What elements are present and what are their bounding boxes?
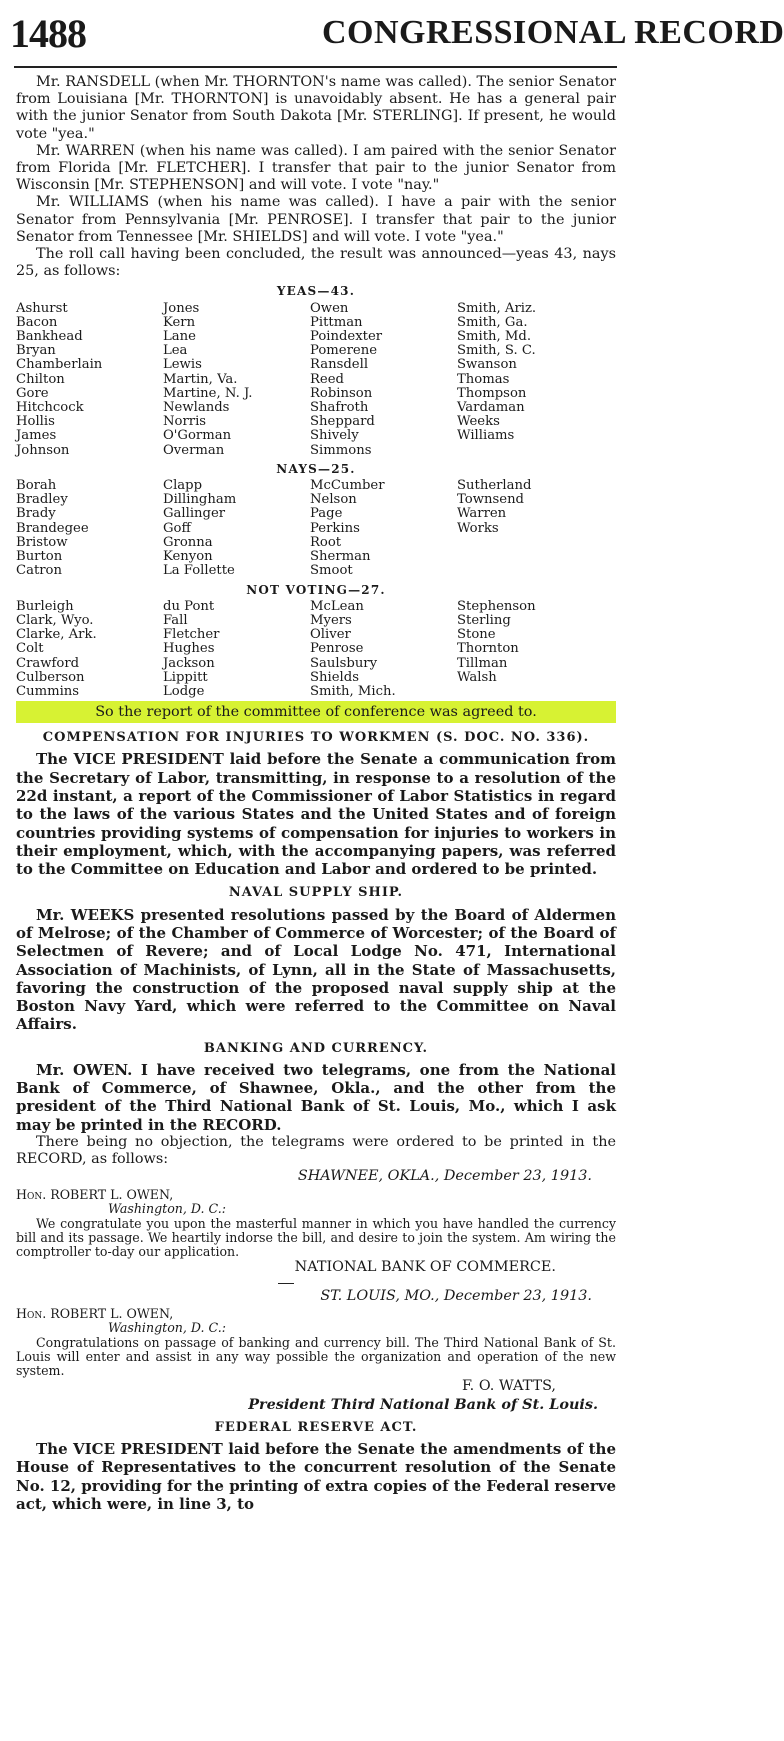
senator-name: Gallinger xyxy=(163,506,226,522)
senator-name: Root xyxy=(310,534,342,550)
senator-name: Brandegee xyxy=(16,520,89,536)
no-objection-text: There being no objection, the telegrams were ordered to be printed in the RECORD, as follows: xyxy=(16,1134,616,1168)
senator-name: Hughes xyxy=(163,641,215,657)
senator-name: Simmons xyxy=(310,442,372,458)
senator-name: Ashurst xyxy=(16,300,68,316)
paragraph-ransdell: Mr. RANSDELL (when Mr. THORNTON's name was called). The senior Senator from Louisiana [Mr. THORNTON] is unavoidably absent. He has a general pair with the junior Senator from South Dakota [Mr. STERLING]. If present, he would vote "yea." xyxy=(16,74,616,142)
senator-name: Bradley xyxy=(16,492,68,508)
not-voting-heading: NOT VOTING—27. xyxy=(246,582,386,597)
senator-name: Lane xyxy=(163,329,196,345)
telegram-divider xyxy=(278,1283,294,1284)
senator-name: Jackson xyxy=(163,655,215,671)
senator-name: Stephenson xyxy=(457,598,536,614)
telegram2-place: Washington, D. C.: xyxy=(108,1320,226,1336)
agreed-highlight: So the report of the committee of conference was agreed to. xyxy=(16,701,616,723)
senator-name: Ransdell xyxy=(310,357,369,373)
senator-name: Nelson xyxy=(310,492,357,508)
senator-name: Hitchcock xyxy=(16,400,84,416)
senator-name: Goff xyxy=(163,520,191,536)
senator-name: Hollis xyxy=(16,414,55,430)
senator-name: Pomerene xyxy=(310,343,377,359)
not-voting-list xyxy=(16,600,616,699)
senator-name: Swanson xyxy=(457,357,517,373)
owen-text: Mr. OWEN. I have received two telegrams, one from the National Bank of Commerce, of Shawnee, Okla., and the other from the president of the Third National Bank of St. Louis, Mo., which I ask may be printed in the RECORD. xyxy=(16,1060,616,1134)
nays-heading: NAYS—25. xyxy=(276,461,356,476)
telegram2-addressee: Hon. ROBERT L. OWEN, xyxy=(16,1305,174,1321)
senator-name: Pittman xyxy=(310,314,363,330)
yeas-list xyxy=(16,302,616,458)
senator-name: Works xyxy=(457,520,499,536)
senator-name xyxy=(457,685,604,699)
senator-name: Thompson xyxy=(457,385,527,401)
senator-name: Lippitt xyxy=(163,669,208,685)
senator-name: Tillman xyxy=(457,655,508,671)
senator-name: Clapp xyxy=(163,478,203,494)
telegram2-address xyxy=(16,1307,616,1336)
telegram1-addressee: Hon. ROBERT L. OWEN, xyxy=(16,1186,174,1202)
compensation-text: The VICE PRESIDENT laid before the Senate a communication from the Secretary of Labor, transmitting, in response to a resolution of the 22d instant, a report of the Commissioner of Labor Statistics in regard to the laws of the various States and the United States and of foreign countries providing systems of compensation for injuries to workers in their employment, which, with the accompanying papers, was referred to the Committee on Education and Labor and ordered to be printed. xyxy=(16,750,616,879)
yeas-heading: YEAS—43. xyxy=(276,284,356,299)
senator-name: Clark, Wyo. xyxy=(16,612,94,628)
senator-name xyxy=(457,564,604,578)
telegram1-body: We congratulate you upon the masterful manner in which you have handled the currency bill and its passage. We heartily indorse the bill, and desire to join the system. Am wiring the comptroller to-day our application. xyxy=(16,1215,616,1260)
senator-name: Saulsbury xyxy=(310,655,378,671)
page-header xyxy=(0,0,784,62)
senator-name: Crawford xyxy=(16,655,80,671)
senator-name: Cummins xyxy=(16,683,80,699)
senator-name: Borah xyxy=(16,478,57,494)
senator-name: Myers xyxy=(310,612,352,628)
senator-name: Walsh xyxy=(457,669,497,685)
senator-name: Thomas xyxy=(457,371,510,387)
senator-name: Smith, Mich. xyxy=(310,683,396,699)
nays-list xyxy=(16,479,616,578)
banking-heading: BANKING AND CURRENCY. xyxy=(203,1040,429,1056)
senator-name: Penrose xyxy=(310,641,364,657)
senator-name: Smoot xyxy=(310,563,353,579)
naval-heading: NAVAL SUPPLY SHIP. xyxy=(228,885,404,901)
senator-name: Sterling xyxy=(457,612,511,628)
page-body xyxy=(16,74,616,1513)
senator-name: Owen xyxy=(310,300,349,316)
senator-name: Gore xyxy=(16,385,49,401)
senator-name: Smith, S. C. xyxy=(457,343,536,359)
senator-name: Reed xyxy=(310,371,344,387)
senator-name: Norris xyxy=(163,414,207,430)
senator-name: La Follette xyxy=(163,563,235,579)
senator-name: Sheppard xyxy=(310,414,375,430)
telegram1-signature: NATIONAL BANK OF COMMERCE. xyxy=(294,1259,556,1276)
senator-name: Perkins xyxy=(310,520,360,536)
senator-name: Clarke, Ark. xyxy=(16,627,97,643)
senator-name: Burton xyxy=(16,549,63,565)
header-rule xyxy=(14,66,617,68)
telegram1-dateline: SHAWNEE, OKLA., December 23, 1913. xyxy=(297,1168,592,1185)
senator-name: Smith, Ariz. xyxy=(457,300,537,316)
federal-heading: FEDERAL RESERVE ACT. xyxy=(214,1419,418,1435)
senator-name: Kenyon xyxy=(163,549,213,565)
senator-name: Lea xyxy=(163,343,188,359)
senator-name: O'Gorman xyxy=(163,428,232,444)
running-head: CONGRESSIONAL RECORD xyxy=(322,14,784,51)
paragraph-warren: Mr. WARREN (when his name was called). I am paired with the senior Senator from Florida [Mr. FLETCHER]. I transfer that pair to the junior Senator from Wisconsin [Mr. STEPHENSON] and will vote. I vote "nay." xyxy=(16,142,616,194)
senator-name: Thornton xyxy=(457,641,519,657)
senator-name: Burleigh xyxy=(16,598,74,614)
senator-name: Newlands xyxy=(163,400,230,416)
telegram1-address xyxy=(16,1188,616,1217)
senator-name: Robinson xyxy=(310,385,373,401)
senator-name: Vardaman xyxy=(457,400,525,416)
senator-name: Kern xyxy=(163,314,196,330)
senator-name: Bankhead xyxy=(16,329,83,345)
senator-name: Page xyxy=(310,506,343,522)
senator-name: James xyxy=(16,428,57,444)
senator-name: Johnson xyxy=(16,442,70,458)
senator-name: Fall xyxy=(163,612,188,628)
senator-name: Chilton xyxy=(16,371,65,387)
paragraph-result: The roll call having been concluded, the result was announced—yeas 43, nays 25, as follows: xyxy=(16,246,616,280)
federal-text: The VICE PRESIDENT laid before the Senate the amendments of the House of Representatives to the concurrent resolution of the Senate No. 12, providing for the printing of extra copies of the Federal reserve act, which were, in line 3, to xyxy=(16,1439,616,1513)
senator-name: Williams xyxy=(457,428,515,444)
compensation-heading: COMPENSATION FOR INJURIES TO WORKMEN (S. DOC. NO. 336). xyxy=(42,730,590,746)
senator-name: Weeks xyxy=(457,414,500,430)
senator-name xyxy=(457,536,604,550)
senator-name: Chamberlain xyxy=(16,357,103,373)
paragraph-williams: Mr. WILLIAMS (when his name was called). I have a pair with the senior Senator from Pennsylvania [Mr. PENROSE]. I transfer that pair to the junior Senator from Tennessee [Mr. SHIELDS] and will vote. I vote "yea." xyxy=(16,194,616,245)
senator-name: Dillingham xyxy=(163,492,237,508)
senator-name: Sherman xyxy=(310,549,371,565)
senator-name: Brady xyxy=(16,506,56,522)
senator-name: Sutherland xyxy=(457,478,532,494)
senator-name: Bacon xyxy=(16,314,58,330)
senator-name: Jones xyxy=(163,300,200,316)
senator-name: Warren xyxy=(457,506,507,522)
senator-name: Colt xyxy=(16,641,44,657)
senator-name: Smith, Md. xyxy=(457,329,532,345)
senator-name xyxy=(457,444,604,458)
telegram2-title: President Third National Bank of St. Louis. xyxy=(248,1395,598,1413)
senator-name: Stone xyxy=(457,627,496,643)
telegram2-body: Congratulations on passage of banking and currency bill. The Third National Bank of St. Louis will enter and assist in any way possible the organization and operation of the new system. xyxy=(16,1334,616,1379)
senator-name: Martine, N. J. xyxy=(163,385,253,401)
senator-name xyxy=(457,550,604,564)
senator-name: Shields xyxy=(310,669,359,685)
telegram1-place: Washington, D. C.: xyxy=(108,1201,226,1217)
senator-name: Oliver xyxy=(310,627,351,643)
senator-name: Shively xyxy=(310,428,359,444)
senator-name: Overman xyxy=(163,442,225,458)
page-number: 1488 xyxy=(10,11,86,56)
telegram2-dateline: ST. LOUIS, MO., December 23, 1913. xyxy=(320,1287,592,1304)
telegram2-signature: F. O. WATTS, xyxy=(461,1378,556,1395)
senator-name: Townsend xyxy=(457,492,524,508)
senator-name: Smith, Ga. xyxy=(457,314,528,330)
naval-text: Mr. WEEKS presented resolutions passed by the Board of Aldermen of Melrose; of the Chamber of Commerce of Worcester; of the Board of Selectmen of Revere; and of Local Lodge No. 471, International Association of Machinists, of Lynn, all in the State of Massachusetts, favoring the construction of the proposed naval supply ship at the Boston Navy Yard, which were referred to the Committee on Naval Affairs. xyxy=(16,905,616,1034)
senator-name: Poindexter xyxy=(310,329,383,345)
senator-name: Shafroth xyxy=(310,400,369,416)
senator-name: du Pont xyxy=(163,598,215,614)
senator-name: Culberson xyxy=(16,669,85,685)
senator-name: Catron xyxy=(16,563,62,579)
senator-name: Fletcher xyxy=(163,627,220,643)
senator-name: McLean xyxy=(310,598,364,614)
senator-name: Bryan xyxy=(16,343,56,359)
senator-name: Gronna xyxy=(163,534,213,550)
senator-name: Bristow xyxy=(16,534,68,550)
senator-name: Lodge xyxy=(163,683,205,699)
senator-name: McCumber xyxy=(310,478,385,494)
senator-name: Lewis xyxy=(163,357,202,373)
senator-name: Martin, Va. xyxy=(163,371,238,387)
